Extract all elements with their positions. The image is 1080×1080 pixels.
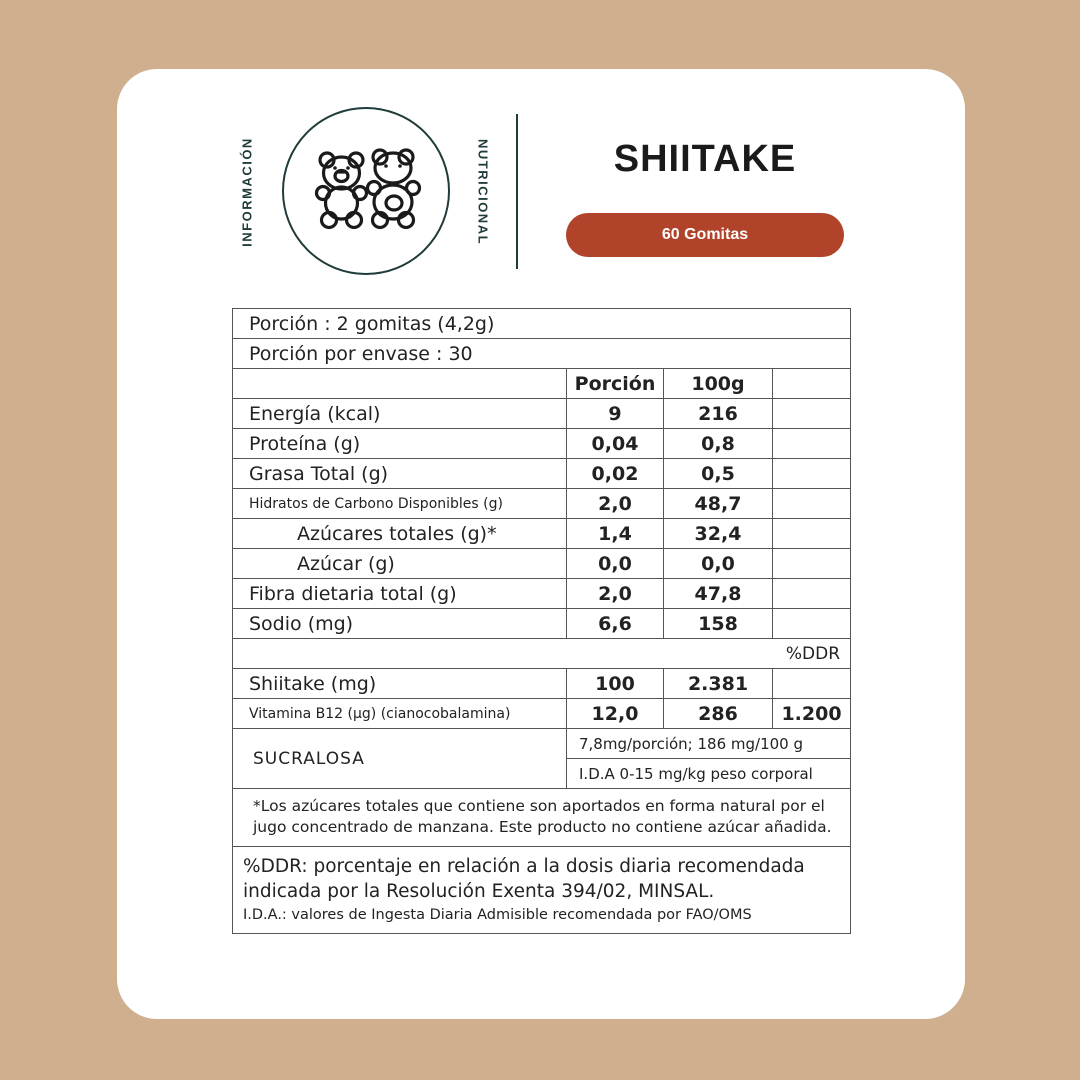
row-label: Hidratos de Carbono Disponibles (g) [233, 489, 567, 519]
row-label: Fibra dietaria total (g) [233, 579, 567, 609]
row-ddr [773, 549, 851, 579]
row-ddr [773, 429, 851, 459]
row-100g: 47,8 [664, 579, 773, 609]
header-portion: Porción [567, 369, 664, 399]
header-empty-cell [233, 369, 567, 399]
table-row [233, 519, 851, 549]
legend-ddr: %DDR: porcentaje en relación a la dosis diaria recomendada indicada por la Resolución Exenta 394/02, MINSAL. [243, 856, 805, 902]
row-label: Azúcares totales (g)* [233, 519, 567, 549]
row-ddr [773, 399, 851, 429]
row-portion: 0,04 [567, 429, 664, 459]
servings-per-container: Porción por envase : 30 [233, 339, 851, 369]
sucralose-label: SUCRALOSA [233, 729, 567, 789]
row-100g: 286 [664, 699, 773, 729]
header-100g: 100g [664, 369, 773, 399]
row-100g: 158 [664, 609, 773, 639]
footnote-row [233, 789, 851, 847]
row-portion: 2,0 [567, 489, 664, 519]
row-portion: 100 [567, 669, 664, 699]
table-row [233, 399, 851, 429]
row-ddr [773, 519, 851, 549]
header-ddr-empty [773, 369, 851, 399]
legend-row [233, 847, 851, 934]
ddr-header: %DDR [233, 639, 851, 669]
legend-ida: I.D.A.: valores de Ingesta Diaria Admisible recomendada por FAO/OMS [243, 907, 752, 923]
header-divider [516, 114, 518, 269]
row-100g: 0,0 [664, 549, 773, 579]
row-label: Sodio (mg) [233, 609, 567, 639]
table-row [233, 489, 851, 519]
table-row [233, 699, 851, 729]
table-row [233, 609, 851, 639]
row-ddr: 1.200 [773, 699, 851, 729]
row-portion: 6,6 [567, 609, 664, 639]
gummy-bears-icon [284, 109, 448, 273]
table-row [233, 339, 851, 369]
row-label: Azúcar (g) [233, 549, 567, 579]
row-label: Proteína (g) [233, 429, 567, 459]
sugar-footnote: *Los azúcares totales que contiene son aportados en forma natural por el jugo concentrado de manzana. Este producto no contiene azúcar añadida. [233, 789, 851, 847]
row-portion: 9 [567, 399, 664, 429]
row-label: Energía (kcal) [233, 399, 567, 429]
ddr-header-row [233, 639, 851, 669]
sucralose-row [233, 729, 851, 759]
row-portion: 0,0 [567, 549, 664, 579]
row-100g: 0,5 [664, 459, 773, 489]
row-100g: 2.381 [664, 669, 773, 699]
row-ddr [773, 459, 851, 489]
table-row [233, 309, 851, 339]
row-100g: 0,8 [664, 429, 773, 459]
sucralose-ida: I.D.A 0-15 mg/kg peso corporal [567, 759, 851, 789]
serving-size: Porción : 2 gomitas (4,2g) [233, 309, 851, 339]
legend-cell [233, 847, 851, 934]
row-ddr [773, 609, 851, 639]
sucralose-dose: 7,8mg/porción; 186 mg/100 g [567, 729, 851, 759]
row-ddr [773, 669, 851, 699]
table-row [233, 429, 851, 459]
table-header-row [233, 369, 851, 399]
row-label: Shiitake (mg) [233, 669, 567, 699]
row-portion: 1,4 [567, 519, 664, 549]
row-portion: 0,02 [567, 459, 664, 489]
table-row [233, 579, 851, 609]
label-informacion: INFORMACIÓN [239, 137, 255, 247]
nutrition-table [232, 308, 851, 934]
count-badge: 60 Gomitas [566, 213, 844, 257]
table-row [233, 549, 851, 579]
table-row [233, 459, 851, 489]
logo-badge [282, 107, 450, 275]
row-ddr [773, 579, 851, 609]
row-portion: 2,0 [567, 579, 664, 609]
row-100g: 48,7 [664, 489, 773, 519]
row-label: Vitamina B12 (µg) (cianocobalamina) [233, 699, 567, 729]
row-label: Grasa Total (g) [233, 459, 567, 489]
row-100g: 32,4 [664, 519, 773, 549]
table-row [233, 669, 851, 699]
product-title: SHIITAKE [613, 138, 797, 180]
row-100g: 216 [664, 399, 773, 429]
row-portion: 12,0 [567, 699, 664, 729]
label-nutricional: NUTRICIONAL [475, 138, 491, 246]
row-ddr [773, 489, 851, 519]
